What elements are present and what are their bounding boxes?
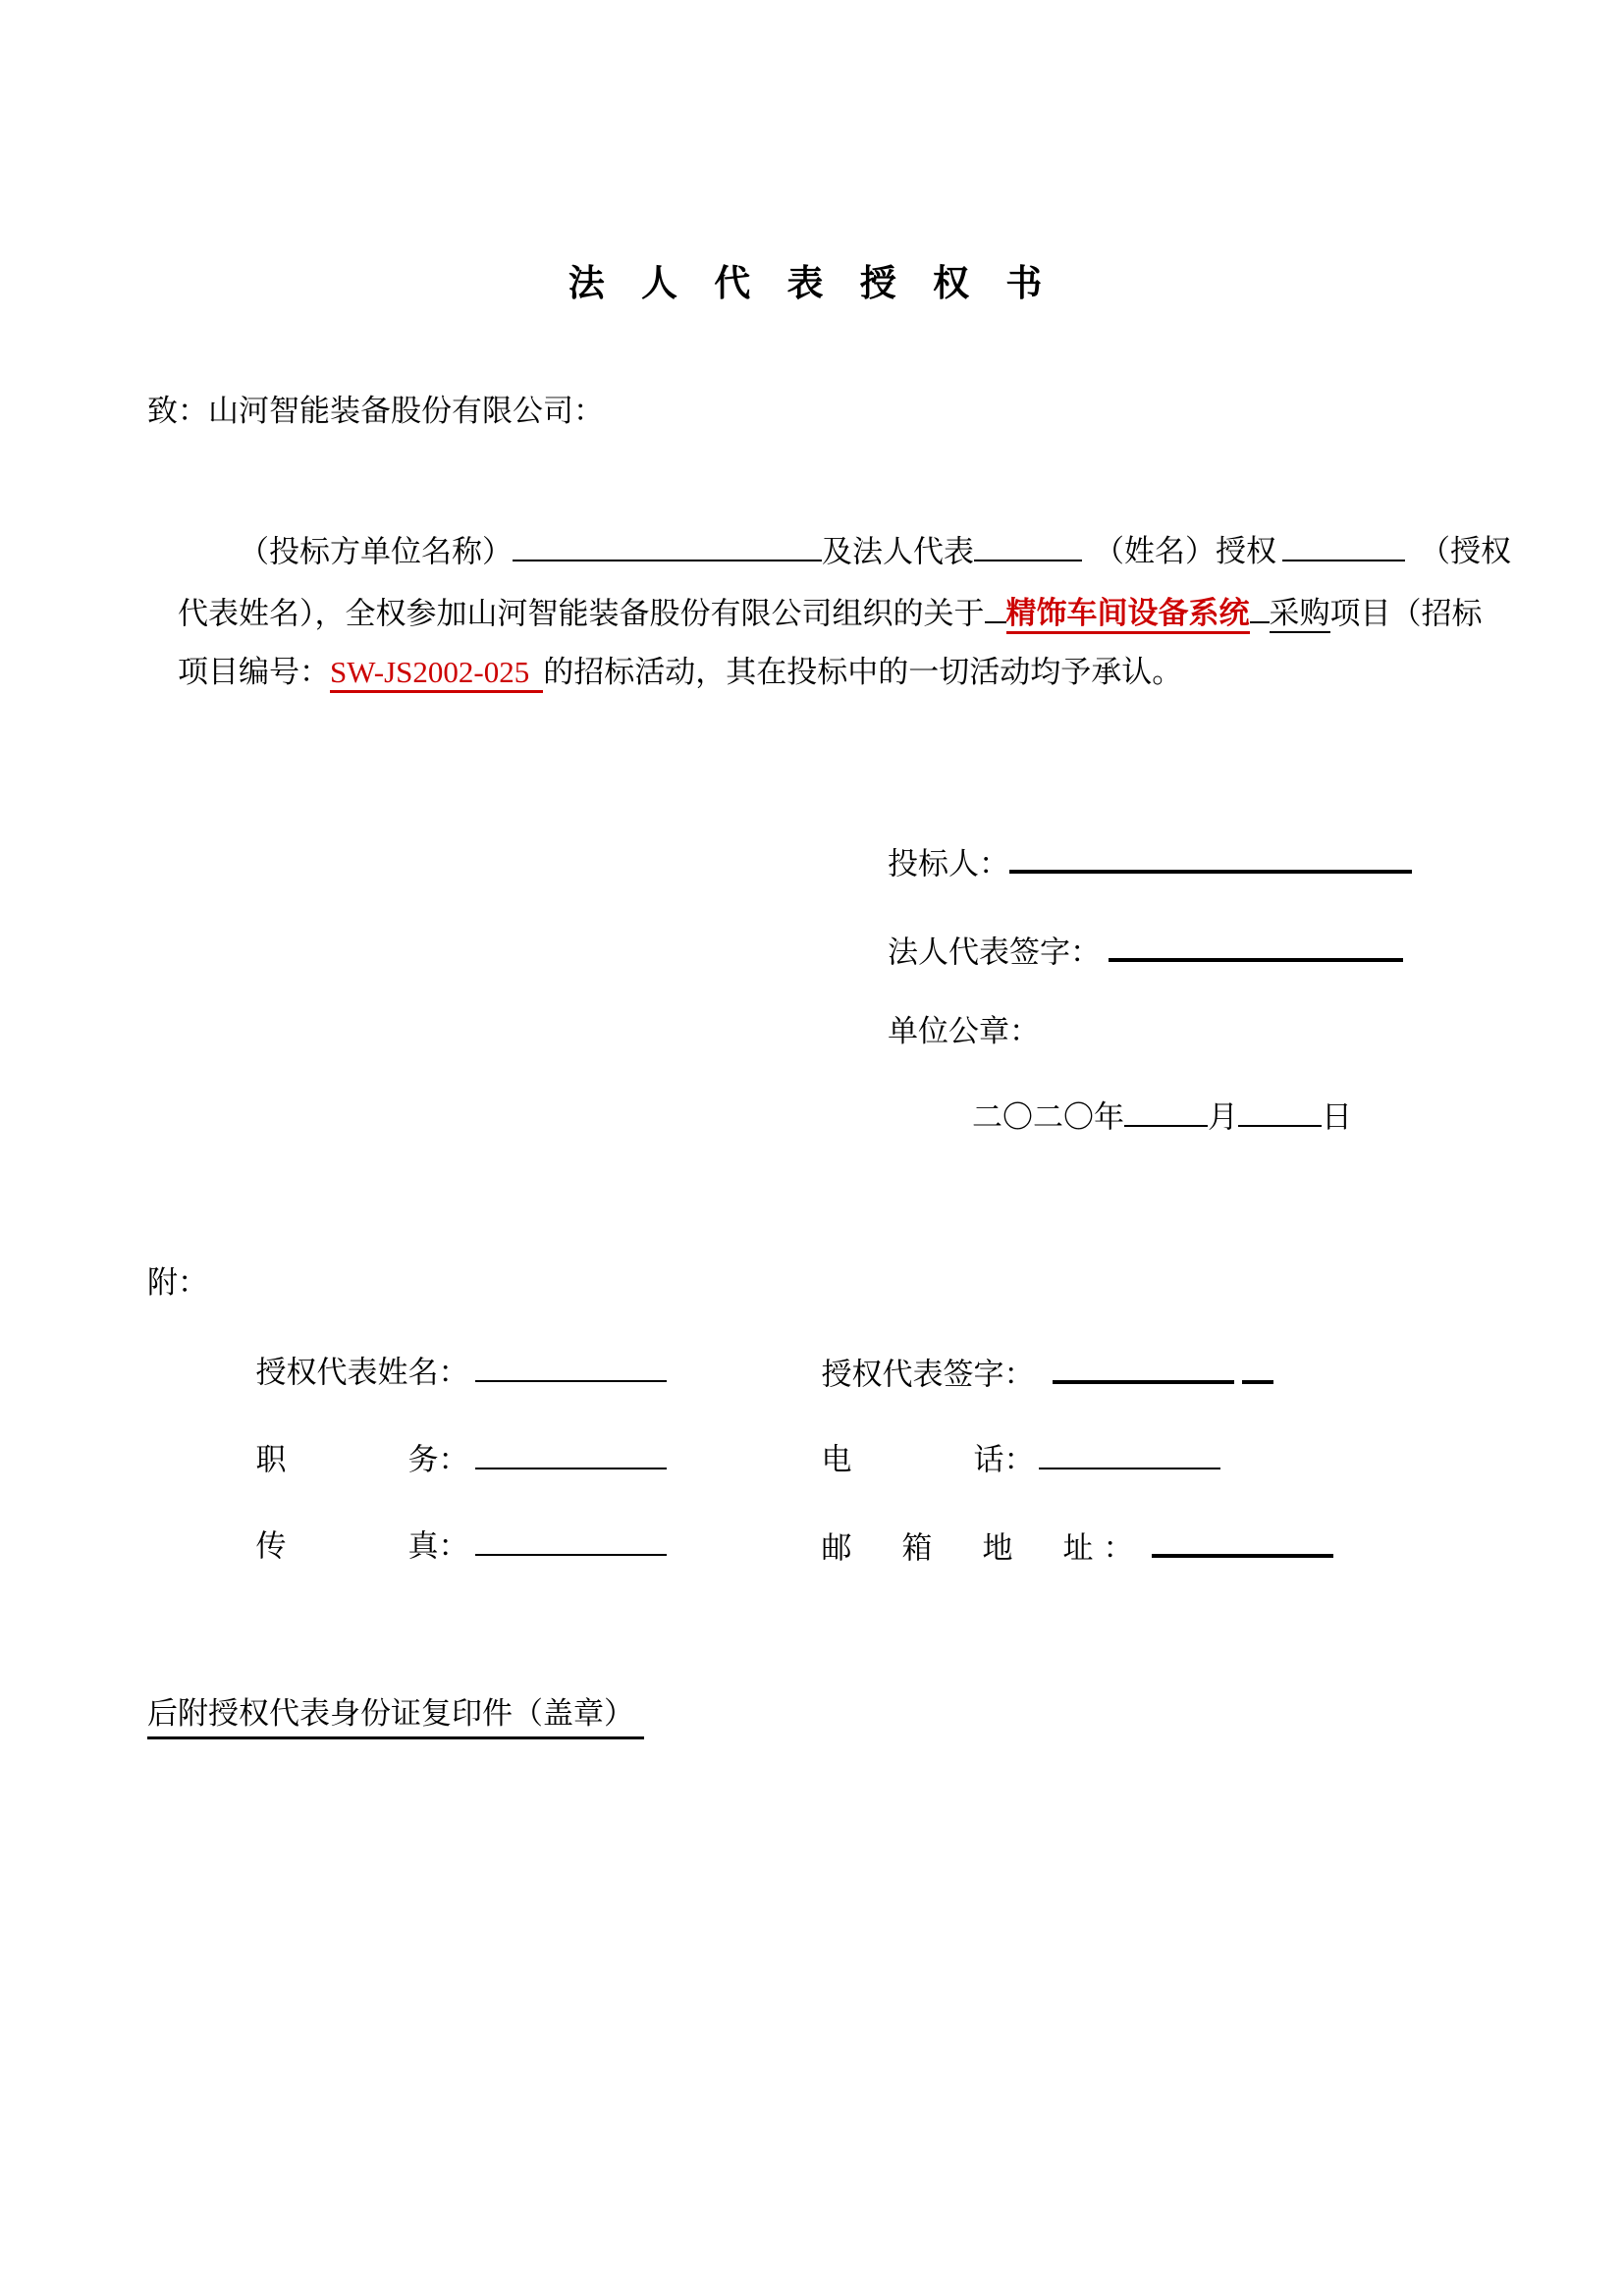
fax-blank — [475, 1522, 667, 1557]
rep-name-blank — [475, 1349, 667, 1383]
procurement-underlined-text: 采购 — [1270, 596, 1330, 633]
date-line — [942, 1052, 1352, 1179]
legal-rep-sign-label: 法人代表签字： — [888, 934, 1101, 970]
project-code-highlight: SW-JS2002-025 — [330, 655, 543, 693]
bidder-label: 投标人： — [888, 846, 1009, 881]
rep-name-label: 授权代表姓名： — [255, 1355, 469, 1390]
footer-note: 后附授权代表身份证复印件（盖章） — [147, 1688, 644, 1739]
paragraph-line2-tail: 项目（招标 — [1329, 596, 1483, 631]
salutation-line: 致：山河智能装备股份有限公司： — [147, 394, 604, 428]
body-paragraph-line3 — [147, 611, 1512, 734]
project-code-label: 项目编号： — [178, 654, 330, 689]
date-month-text: 月 — [1208, 1099, 1238, 1135]
fax-label: 传 真： — [255, 1528, 469, 1564]
bidder-unit-label: （投标方单位名称） — [239, 534, 513, 569]
and-legal-rep-text: 及法人代表 — [822, 534, 974, 569]
legal-rep-sign-blank — [1109, 927, 1403, 963]
rep-sign-label: 授权代表签字： — [821, 1357, 1035, 1392]
position-label: 职 务： — [255, 1442, 469, 1477]
email-field — [776, 1481, 1333, 1610]
company-seal-label: 单位公章： — [888, 1013, 1040, 1048]
attachment-row-position-phone — [0, 1395, 1624, 1477]
position-blank — [475, 1436, 667, 1470]
rep-sign-blank-short — [1242, 1349, 1273, 1385]
phone-blank — [1039, 1436, 1220, 1470]
date-month-blank — [1124, 1094, 1208, 1128]
paragraph-line3-tail: 的招标活动，其在投标中的一切活动均予承认。 — [543, 654, 1183, 689]
attachment-row-fax-email — [0, 1481, 1624, 1566]
bidder-blank — [1009, 838, 1412, 875]
email-label: 邮 箱 地 址： — [821, 1530, 1144, 1566]
authorized-note-open-text: （授权 — [1420, 534, 1511, 569]
attachment-row-name-sign — [0, 1308, 1624, 1392]
project-name-highlight: 精饰车间设备系统 — [1006, 596, 1250, 634]
page-title: 法 人 代 表 授 权 书 — [568, 264, 1056, 304]
date-day-blank — [1238, 1094, 1322, 1128]
attachment-heading: 附： — [147, 1265, 208, 1300]
date-year-text: 二〇二〇年 — [972, 1099, 1124, 1135]
phone-label: 电 话： — [821, 1442, 1035, 1477]
rep-sign-blank — [1053, 1349, 1234, 1385]
paragraph-line2-lead: 代表姓名），全权参加山河智能装备股份有限公司组织的关于 — [178, 596, 985, 631]
fax-field — [210, 1481, 667, 1608]
email-blank — [1152, 1522, 1333, 1559]
date-day-text: 日 — [1322, 1099, 1352, 1135]
name-note-text: （姓名）授权 — [1094, 534, 1276, 569]
